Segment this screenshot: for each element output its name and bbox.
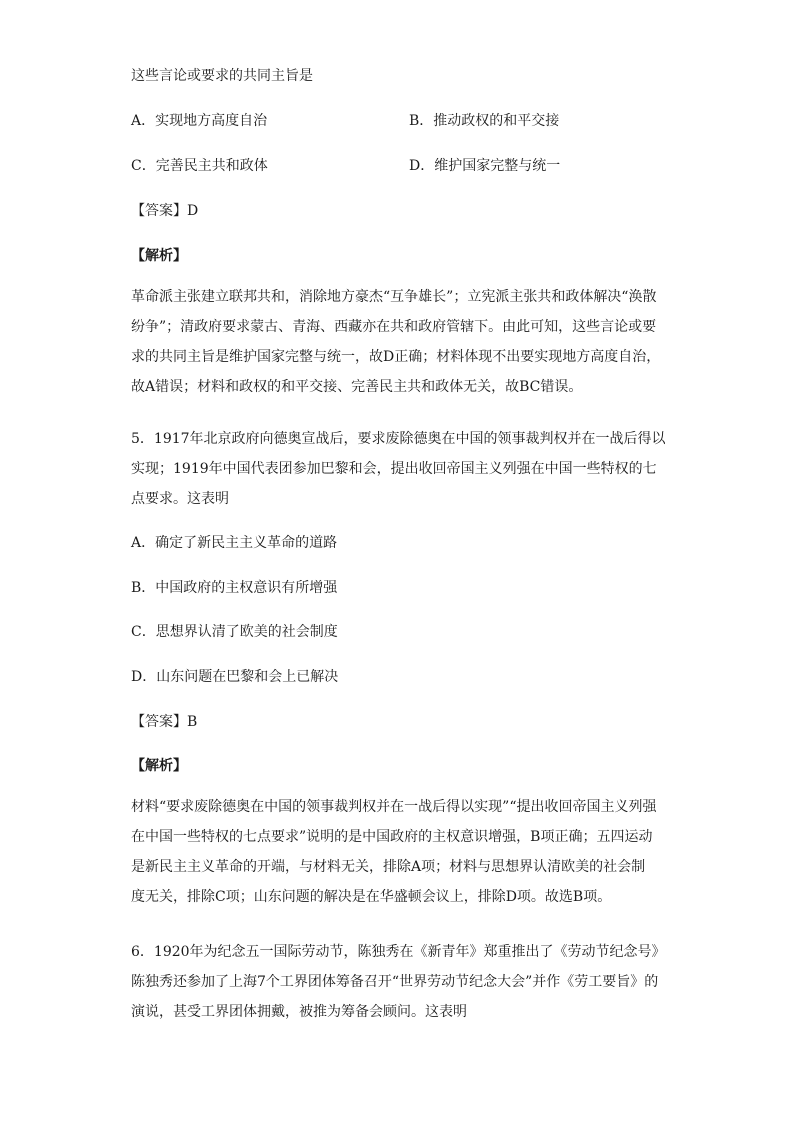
analysis-line: 度无关，排除C项；山东问题的解决是在华盛顿会议上，排除D项。故选B项。 <box>131 889 612 905</box>
analysis-text <box>131 792 664 912</box>
analysis-line: 是新民主主义革命的开端，与材料无关，排除A项；材料与思想界认清欧美的社会制 <box>131 859 646 875</box>
stem-line: 演说，甚受工界团体拥戴，被推为筹备会顾问。这表明 <box>131 1004 467 1020</box>
analysis-text <box>131 282 664 402</box>
answer-label: 【答案】D <box>131 203 199 219</box>
option-c: C．思想界认清了欧美的社会制度 <box>131 624 338 640</box>
stem-line: 5．1917年北京政府向德奥宣战后，要求废除德奥在中国的领事裁判权并在一战后得以 <box>131 431 666 447</box>
option-c: C．完善民主共和政体 <box>131 158 268 174</box>
option-a: A．确定了新民主主义革命的道路 <box>131 535 338 551</box>
analysis-line: 求的共同主旨是维护国家完整与统一，故D正确；材料体现不出要实现地方高度自治， <box>131 349 661 365</box>
analysis-line: 故A错误；材料和政权的和平交接、完善民主共和政体无关，故BC错误。 <box>131 379 583 395</box>
analysis-line: 革命派主张建立联邦共和，消除地方豪杰“互争雄长”；立宪派主张共和政体解决“涣散 <box>131 289 657 305</box>
question-5-stem <box>131 424 664 514</box>
question-stem: 这些言论或要求的共同主旨是 <box>131 68 313 84</box>
question-6-stem <box>131 937 664 1027</box>
answer-label: 【答案】B <box>131 714 198 730</box>
option-b: B．中国政府的主权意识有所增强 <box>131 580 338 596</box>
stem-line: 点要求。这表明 <box>131 491 229 507</box>
option-a: A．实现地方高度自治 <box>131 113 268 129</box>
analysis-heading: 【解析】 <box>131 248 187 264</box>
option-d: D．山东问题在巴黎和会上已解决 <box>131 669 339 685</box>
analysis-line: 材料“要求废除德奥在中国的领事裁判权并在一战后得以实现”“提出收回帝国主义列强 <box>131 799 657 815</box>
analysis-line: 在中国一些特权的七点要求”说明的是中国政府的主权意识增强，B项正确；五四运动 <box>131 829 653 845</box>
option-d: D．维护国家完整与统一 <box>409 158 561 174</box>
option-b: B．推动政权的和平交接 <box>409 113 560 129</box>
stem-line: 实现；1919年中国代表团参加巴黎和会，提出收回帝国主义列强在中国一些特权的七 <box>131 461 657 477</box>
stem-line: 6．1920年为纪念五一国际劳动节，陈独秀在《新青年》郑重推出了《劳动节纪念号》 <box>131 944 666 960</box>
stem-line: 陈独秀还参加了上海7个工界团体筹备召开“世界劳动节纪念大会”并作《劳工要旨》的 <box>131 974 659 990</box>
analysis-heading: 【解析】 <box>131 758 187 774</box>
analysis-line: 纷争”；清政府要求蒙古、青海、西藏亦在共和政府管辖下。由此可知，这些言论或要 <box>131 319 657 335</box>
